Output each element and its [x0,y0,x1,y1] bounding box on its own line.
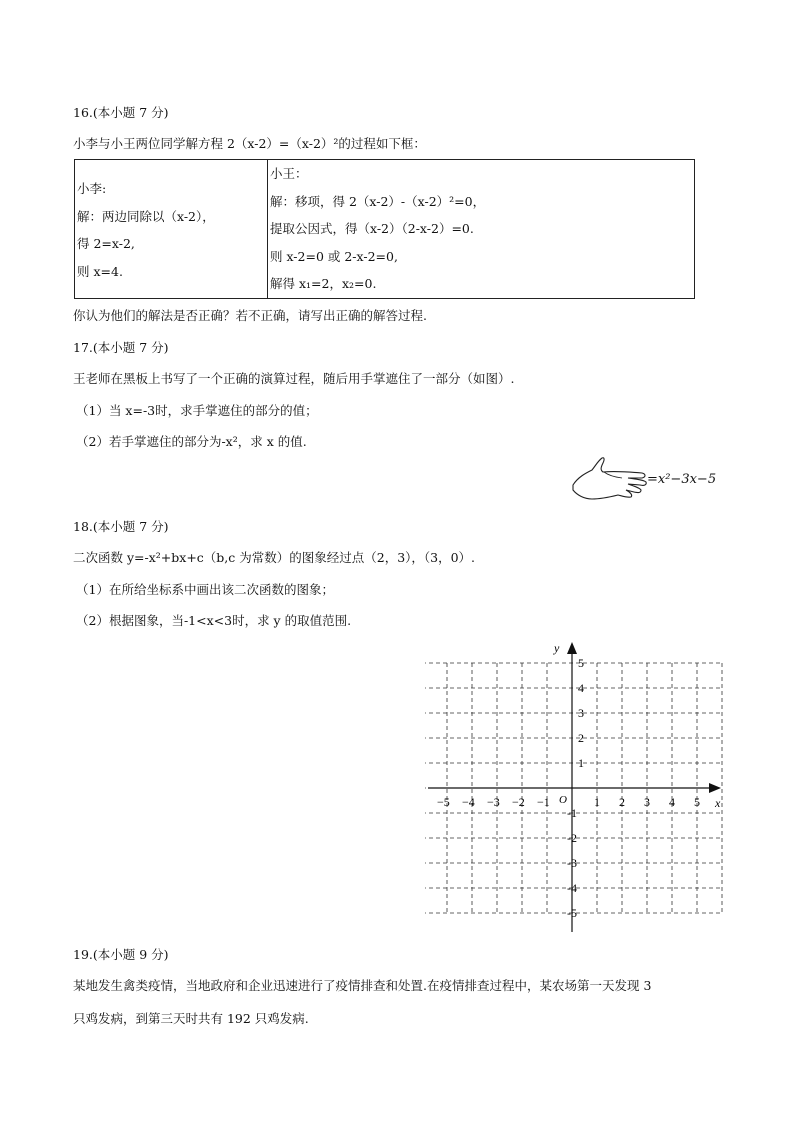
x-axis-arrow-icon [709,783,721,793]
q18-part2: （2）根据图象，当-1<x<3时，求 y 的取值范围. [76,613,352,628]
x-tick-label: −3 [487,795,500,809]
q18-header: 18.(本小题 7 分) [73,519,169,534]
x-tick-label: −5 [437,795,450,809]
y-tick-label: -5 [567,906,577,920]
x-tick-label: 2 [619,795,625,809]
q19-header: 19.(本小题 9 分) [73,947,169,962]
coordinate-grid [425,640,725,935]
covered-expression: =x²−3x−5 [647,472,717,487]
li-name: 小李: [77,181,107,196]
y-tick-label: -3 [567,856,577,870]
y-axis-label: y [554,641,560,655]
y-tick-label: -4 [567,881,577,895]
li-solution-cell [75,160,268,299]
x-tick-label: 1 [594,795,600,809]
li-step-3: 则 x=4. [77,263,123,279]
wang-step-1: 解：移项，得 2（x-2）-（x-2）²=0， [270,193,486,209]
palm-figure [570,455,730,507]
wang-step-3: 则 x-2=0 或 2-x-2=0, [270,248,398,264]
y-tick-label: 5 [578,656,584,670]
y-tick-label: 2 [578,731,584,745]
x-tick-label: 3 [644,795,650,809]
q17-part1: （1）当 x=-3时，求手掌遮住的部分的值； [76,403,318,418]
coordinate-plane [425,640,725,935]
wang-step-4: 解得 x₁=2，x₂=0. [270,276,377,291]
q17-header: 17.(本小题 7 分) [73,340,169,355]
wang-name: 小王： [270,166,308,181]
x-tick-label: −1 [537,795,550,809]
q18-intro: 二次函数 y=-x²+bx+c（b,c 为常数）的图象经过点（2，3），（3，0）. [73,550,476,565]
li-step-2: 得 2=x-2, [77,236,135,251]
solution-comparison-table [74,159,695,299]
wang-step-2: 提取公因式，得（x-2）（2-x-2）=0. [270,221,474,236]
q19-line1: 某地发生禽类疫情，当地政府和企业迅速进行了疫情排查和处置.在疫情排查过程中，某农场第一天发现 3 [73,978,652,993]
q16-question: 你认为他们的解法是否正确？若不正确，请写出正确的解答过程. [73,308,427,323]
wang-solution-cell [268,160,695,299]
x-tick-label: −2 [512,795,525,809]
y-tick-label: -1 [567,806,577,820]
q17-intro: 王老师在黑板上书写了一个正确的演算过程，随后用手掌遮住了一部分（如图）. [73,371,515,386]
y-tick-label: -2 [567,831,577,845]
x-tick-label: 5 [694,795,700,809]
y-tick-label: 3 [578,706,584,720]
x-tick-label: −4 [462,795,475,809]
q18-part1: （1）在所给坐标系中画出该二次函数的图象； [76,582,334,597]
x-axis-label: x [715,796,721,810]
q16-intro: 小李与小王两位同学解方程 2（x-2）=（x-2）²的过程如下框： [73,136,426,151]
y-tick-label: 1 [578,756,584,770]
q19-line2: 只鸡发病，到第三天时共有 192 只鸡发病. [73,1011,309,1026]
y-tick-label: 4 [578,681,584,695]
y-axis-arrow-icon [567,642,577,654]
x-tick-label: 4 [669,795,675,809]
li-step-1: 解：两边同除以（x-2）， [77,208,215,224]
q16-header: 16.(本小题 7 分) [73,105,169,120]
origin-label: O [559,794,567,806]
q17-part2: （2）若手掌遮住的部分为-x²，求 x 的值. [76,434,307,449]
